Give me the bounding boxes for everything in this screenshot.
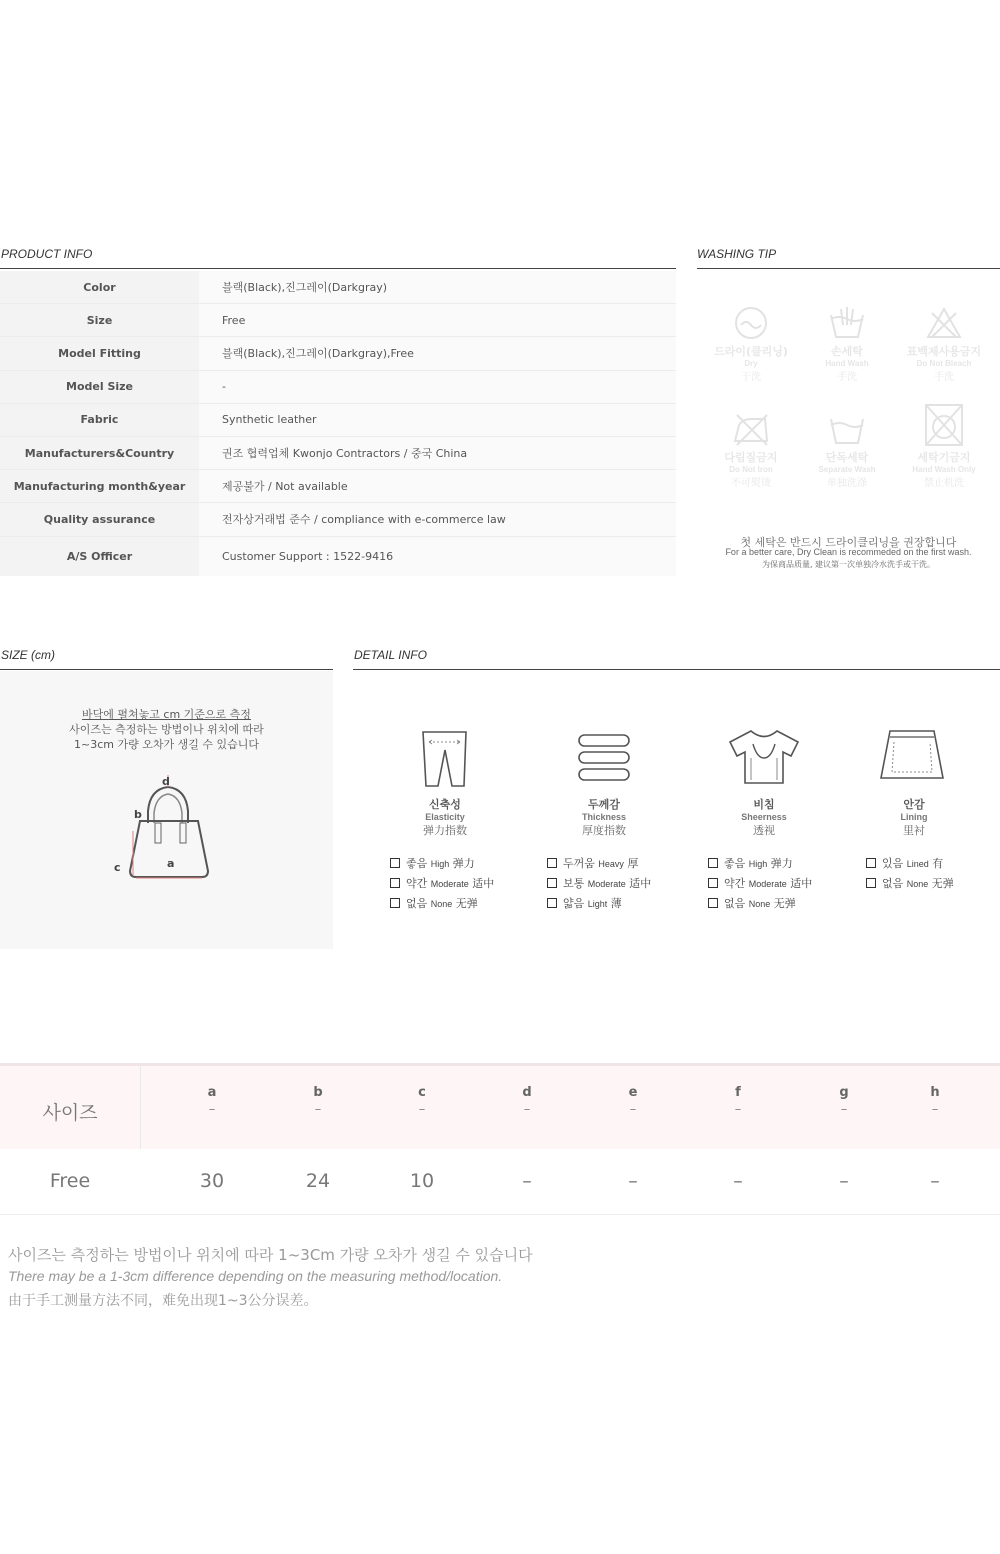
detail-en: Thickness (581, 812, 627, 822)
col-dash: – (629, 1102, 637, 1117)
hand-wash-only-icon (922, 401, 966, 447)
detail-cn: 里衬 (903, 824, 925, 837)
info-row-as-officer (0, 537, 676, 576)
size-panel (0, 671, 333, 949)
info-label: Size (0, 304, 199, 336)
no-iron-icon (731, 411, 771, 447)
product-info-rule (0, 268, 676, 269)
wash-en: Do Not Bleach (916, 359, 972, 368)
separate-wash-icon (827, 411, 867, 447)
product-info-table (0, 271, 676, 576)
info-row-manufacturing-date (0, 470, 676, 503)
info-value: Free (199, 304, 676, 336)
size-col-h (905, 1085, 965, 1117)
skirt-lining-icon (878, 728, 946, 782)
detail-ko: 신축성 (429, 798, 461, 811)
size-cell: – (733, 1170, 743, 1192)
info-label: Model Size (0, 371, 199, 403)
info-value: Synthetic leather (199, 404, 676, 436)
col-letter: b (313, 1085, 323, 1100)
info-value: - (199, 371, 676, 403)
option-lining-none[interactable] (866, 875, 954, 891)
wash-item-separate-wash (797, 411, 897, 489)
info-row-manufacturer (0, 437, 676, 470)
option-ko: 있음 (882, 857, 904, 870)
footnote-ko: 사이즈는 측정하는 방법이나 위치에 따라 1~3Cm 가량 오차가 생길 수 있습니다 (8, 1246, 533, 1264)
option-en: Lined (906, 859, 929, 869)
size-cell: – (930, 1170, 940, 1192)
info-label: Fabric (0, 404, 199, 436)
option-lining-lined[interactable] (866, 855, 943, 871)
wash-en: Hand Wash (825, 359, 869, 368)
option-cn: 有 (932, 857, 944, 870)
size-cell: 24 (305, 1170, 331, 1192)
size-col-a (182, 1085, 242, 1117)
option-en: Moderate (587, 879, 626, 889)
option-cn: 适中 (629, 877, 652, 890)
option-thickness-heavy[interactable] (547, 855, 638, 871)
product-info-title: PRODUCT INFO (1, 247, 93, 261)
size-col-g (814, 1085, 874, 1117)
option-elasticity-none[interactable] (390, 895, 478, 911)
no-bleach-icon (924, 305, 964, 341)
checkbox[interactable] (708, 898, 718, 908)
size-col-e (603, 1085, 663, 1117)
option-cn: 无弹 (455, 897, 478, 910)
option-thickness-light[interactable] (547, 895, 622, 911)
size-col-f (708, 1085, 768, 1117)
option-cn: 适中 (790, 877, 813, 890)
checkbox[interactable] (390, 858, 400, 868)
option-cn: 弹力 (452, 857, 475, 870)
option-en: None (430, 899, 453, 909)
checkbox[interactable] (547, 858, 557, 868)
col-dash: – (734, 1102, 742, 1117)
wash-item-no-iron (701, 411, 801, 489)
option-ko: 없음 (882, 877, 904, 890)
size-section-title: SIZE (cm) (1, 648, 55, 662)
checkbox[interactable] (390, 898, 400, 908)
col-dash: – (208, 1102, 216, 1117)
size-header-label: 사이즈 (42, 1102, 98, 1124)
option-ko: 없음 (724, 897, 746, 910)
size-note-line1: 바닥에 펼쳐놓고 cm 기준으로 측정 (82, 708, 251, 721)
option-ko: 없음 (406, 897, 428, 910)
option-elasticity-high[interactable] (390, 855, 475, 871)
size-note-line2: 사이즈는 측정하는 방법이나 위치에 따라 (69, 723, 264, 736)
checkbox[interactable] (547, 898, 557, 908)
wash-en: Hand Wash Only (912, 465, 976, 474)
detail-label-thickness (524, 796, 684, 838)
wash-cn: 手洗 (837, 372, 857, 383)
size-cell: – (628, 1170, 638, 1192)
wash-ko: 드라이(클리닝) (714, 345, 788, 358)
diagram-label-c: c (114, 861, 121, 874)
wash-ko: 표백제사용금지 (906, 345, 982, 358)
checkbox[interactable] (708, 858, 718, 868)
diagram-label-a: a (167, 857, 175, 870)
wash-cn: 手洗 (934, 372, 954, 383)
size-col-d (497, 1085, 557, 1117)
tshirt-icon (727, 728, 801, 786)
info-label: A/S Officer (0, 537, 199, 576)
option-en: Moderate (748, 879, 787, 889)
option-ko: 좋음 (724, 857, 746, 870)
option-ko: 보통 (563, 877, 585, 890)
info-row-model-fitting (0, 337, 676, 370)
col-dash: – (840, 1102, 848, 1117)
detail-en: Lining (900, 812, 928, 822)
wash-ko: 다림질금지 (724, 451, 778, 464)
size-table-header-row (0, 1066, 1000, 1149)
detail-info-rule (353, 669, 1000, 670)
wash-cn: 单独洗涤 (827, 478, 867, 489)
info-row-quality (0, 503, 676, 536)
option-cn: 薄 (610, 897, 622, 910)
detail-ko: 두께감 (588, 798, 620, 811)
wash-cn: 不可熨烫 (731, 478, 771, 489)
col-dash: – (314, 1102, 322, 1117)
info-value: Customer Support : 1522-9416 (199, 537, 676, 576)
option-ko: 약간 (406, 877, 428, 890)
info-value: 제공불가 / Not available (199, 470, 676, 502)
col-letter: c (418, 1085, 426, 1100)
bag-diagram (110, 771, 220, 886)
wash-item-hand-wash (797, 305, 897, 383)
wash-item-dry (701, 305, 801, 383)
detail-cn: 透视 (753, 824, 775, 837)
detail-en: Sheerness (741, 812, 787, 822)
washing-tip-panel (697, 271, 1000, 577)
wash-note-en: For a better care, Dry Clean is recommeded on the first wash. (725, 547, 972, 557)
info-row-model-size (0, 371, 676, 404)
info-row-color (0, 271, 676, 304)
col-letter: f (735, 1085, 741, 1100)
layers-icon (576, 732, 632, 784)
col-dash: – (523, 1102, 531, 1117)
detail-label-sheerness (684, 796, 844, 838)
footnote-cn: 由于手工测量方法不同，难免出现1~3公分误差。 (8, 1293, 318, 1309)
option-en: Moderate (430, 879, 469, 889)
wash-ko: 세탁기금지 (917, 451, 971, 464)
footnote-en: There may be a 1-3cm difference depending on the measuring method/location. (8, 1268, 503, 1284)
option-thickness-moderate[interactable] (547, 875, 651, 891)
wash-cn: 干洗 (741, 372, 761, 383)
size-section-rule (0, 669, 333, 670)
detail-label-lining (834, 796, 994, 838)
info-label: Color (0, 271, 199, 303)
info-value: 전자상거래법 준수 / compliance with e-commerce law (199, 503, 676, 535)
wash-en: Do Not Iron (729, 465, 773, 474)
washing-tip-rule (697, 268, 1000, 269)
detail-ko: 안감 (903, 798, 925, 811)
option-en: Heavy (598, 859, 624, 869)
wash-en: Separate Wash (818, 465, 876, 474)
size-cell: – (522, 1170, 532, 1192)
wash-en: Dry (744, 359, 758, 368)
col-letter: h (930, 1085, 940, 1100)
col-letter: a (207, 1085, 217, 1100)
option-en: High (430, 859, 450, 869)
wash-cn: 禁止机洗 (924, 478, 964, 489)
option-ko: 좋음 (406, 857, 428, 870)
info-label: Quality assurance (0, 503, 199, 535)
info-label: Manufacturers&Country (0, 437, 199, 469)
wash-ko: 손세탁 (831, 345, 863, 358)
info-row-fabric (0, 404, 676, 437)
wash-note-ko: 첫 세탁은 반드시 드라이클리닝을 권장합니다 (740, 536, 957, 549)
col-letter: d (522, 1085, 532, 1100)
option-en: High (748, 859, 768, 869)
option-sheerness-none[interactable] (708, 895, 796, 911)
option-cn: 适中 (472, 877, 495, 890)
col-dash: – (931, 1102, 939, 1117)
detail-info-title: DETAIL INFO (354, 648, 427, 662)
info-value: 권조 협력업체 Kwonjo Contractors / 중국 China (199, 437, 676, 469)
hand-wash-icon (827, 305, 867, 341)
option-cn: 厚 (627, 857, 639, 870)
wash-item-no-bleach (894, 305, 994, 383)
option-cn: 弹力 (770, 857, 793, 870)
option-en: None (906, 879, 929, 889)
size-col-c (392, 1085, 452, 1117)
info-row-size (0, 304, 676, 337)
dry-clean-icon (733, 305, 769, 341)
col-dash: – (418, 1102, 426, 1117)
checkbox[interactable] (866, 878, 876, 888)
option-ko: 약간 (724, 877, 746, 890)
size-cell: – (839, 1170, 849, 1192)
option-cn: 无弹 (931, 877, 954, 890)
detail-cn: 弹力指数 (423, 824, 467, 837)
detail-label-elasticity (365, 796, 525, 838)
washing-tip-title: WASHING TIP (697, 247, 777, 261)
option-en: Light (587, 899, 608, 909)
option-cn: 无弹 (773, 897, 796, 910)
info-label: Model Fitting (0, 337, 199, 369)
size-col-b (288, 1085, 348, 1117)
info-value: 블랙(Black),진그레이(Darkgray),Free (199, 337, 676, 369)
option-ko: 얇음 (563, 897, 585, 910)
wash-item-hand-wash-only (894, 401, 994, 489)
detail-cn: 厚度指数 (582, 824, 626, 837)
size-table-data-row (0, 1149, 1000, 1215)
wash-ko: 단독세탁 (825, 451, 869, 464)
pants-icon (420, 728, 470, 788)
option-sheerness-high[interactable] (708, 855, 793, 871)
diagram-label-d: d (162, 775, 170, 788)
detail-ko: 비침 (753, 798, 775, 811)
info-value: 블랙(Black),진그레이(Darkgray) (199, 271, 676, 303)
diagram-label-b: b (134, 808, 142, 821)
size-cell: 30 (199, 1170, 225, 1192)
option-en: None (748, 899, 771, 909)
checkbox[interactable] (547, 878, 557, 888)
info-label: Manufacturing month&year (0, 470, 199, 502)
checkbox[interactable] (390, 878, 400, 888)
wash-note-cn: 为保商品质量, 建议第一次单独冷水洗手或干洗。 (761, 560, 936, 569)
size-cell: 10 (409, 1170, 435, 1192)
checkbox[interactable] (866, 858, 876, 868)
checkbox[interactable] (708, 878, 718, 888)
col-letter: g (839, 1085, 849, 1100)
col-letter: e (628, 1085, 638, 1100)
size-row-label: Free (49, 1170, 91, 1192)
option-sheerness-moderate[interactable] (708, 875, 812, 891)
detail-en: Elasticity (425, 812, 465, 822)
size-note-line3: 1~3cm 가량 오차가 생길 수 있습니다 (74, 738, 259, 751)
option-ko: 두꺼움 (563, 857, 595, 870)
option-elasticity-moderate[interactable] (390, 875, 494, 891)
